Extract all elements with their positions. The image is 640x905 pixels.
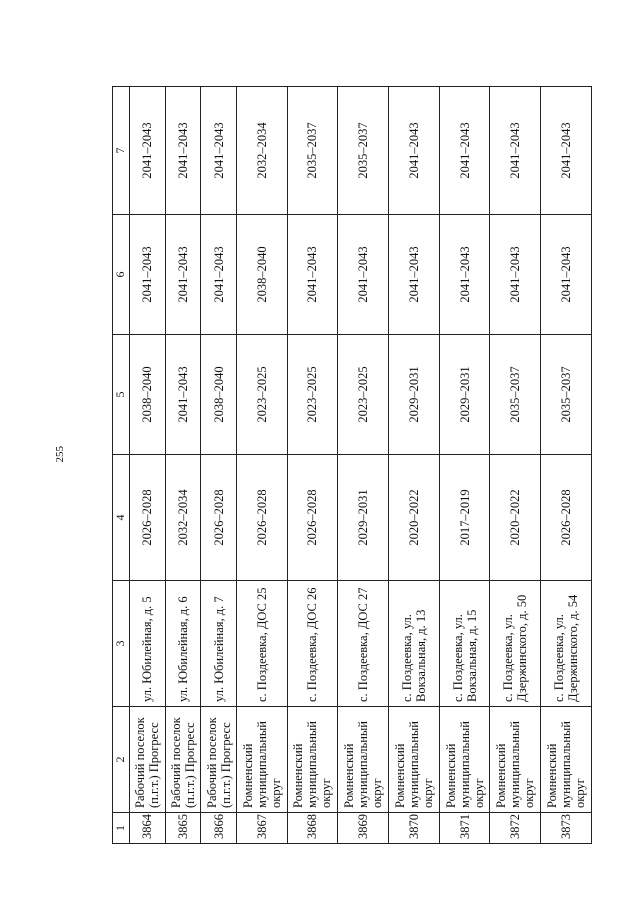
- period-col-7: 2041–2043: [130, 87, 166, 215]
- table-row: [130, 87, 166, 844]
- col-municipality-header: 2: [113, 707, 130, 813]
- period-col-6: 2041–2043: [201, 215, 237, 335]
- table-row: [287, 87, 338, 844]
- row-number: 3868: [287, 813, 338, 844]
- period-col-5: 2038–2040: [130, 335, 166, 455]
- address: с. Поздеевка, ДОС 27: [338, 581, 389, 707]
- municipality: Рабочий поселок (п.г.т.) Прогресс: [130, 707, 166, 813]
- table-row: [541, 87, 592, 844]
- municipality: Ромненский муниципальный округ: [388, 707, 439, 813]
- period-col-4: 2026–2028: [201, 455, 237, 581]
- period-col-7: 2041–2043: [490, 87, 541, 215]
- row-number: 3871: [439, 813, 490, 844]
- period-col-7: 2035–2037: [338, 87, 389, 215]
- table-row: [201, 87, 237, 844]
- period-col-4: 2026–2028: [236, 455, 287, 581]
- period-col-6: 2041–2043: [165, 215, 201, 335]
- address: с. Поздеевка, ДОС 25: [236, 581, 287, 707]
- address: с. Поздеевка, ул. Дзержинского, д. 54: [541, 581, 592, 707]
- period-col-5: 2038–2040: [201, 335, 237, 455]
- page-number: 255: [54, 446, 66, 463]
- period-col-7: 2032–2034: [236, 87, 287, 215]
- col-number-header: 1: [113, 813, 130, 844]
- period-col-4: 2032–2034: [165, 455, 201, 581]
- table-row: [236, 87, 287, 844]
- table-row: [439, 87, 490, 844]
- table-header-row: [113, 87, 130, 844]
- address: с. Поздеевка, ул. Вокзальная, д. 15: [439, 581, 490, 707]
- period-col-4: 2017–2019: [439, 455, 490, 581]
- period-col-5: 2035–2037: [490, 335, 541, 455]
- period-col-4: 2020–2022: [388, 455, 439, 581]
- municipality: Ромненский муниципальный округ: [439, 707, 490, 813]
- period-col-7: 2035–2037: [287, 87, 338, 215]
- period-col-4: 2026–2028: [287, 455, 338, 581]
- municipality: Рабочий поселок (п.г.т.) Прогресс: [201, 707, 237, 813]
- period-col-6: 2041–2043: [388, 215, 439, 335]
- period-col-5: 2041–2043: [165, 335, 201, 455]
- period-col-6: 2041–2043: [338, 215, 389, 335]
- row-number: 3873: [541, 813, 592, 844]
- address: с. Поздеевка, ул. Вокзальная, д. 13: [388, 581, 439, 707]
- col-period-7-header: 7: [113, 87, 130, 215]
- period-col-4: 2026–2028: [541, 455, 592, 581]
- row-number: 3872: [490, 813, 541, 844]
- row-number: 3867: [236, 813, 287, 844]
- address: с. Поздеевка, ул. Дзержинского, д. 50: [490, 581, 541, 707]
- rotated-table-container: [112, 87, 592, 844]
- municipality: Ромненский муниципальный округ: [490, 707, 541, 813]
- period-col-6: 2041–2043: [130, 215, 166, 335]
- address: ул. Юбилейная, д. 6: [165, 581, 201, 707]
- address: ул. Юбилейная, д. 7: [201, 581, 237, 707]
- table-row: [388, 87, 439, 844]
- col-period-6-header: 6: [113, 215, 130, 335]
- address: с. Поздеевка, ДОС 26: [287, 581, 338, 707]
- municipality: Ромненский муниципальный округ: [338, 707, 389, 813]
- period-col-5: 2029–2031: [388, 335, 439, 455]
- table-row: [490, 87, 541, 844]
- period-col-7: 2041–2043: [388, 87, 439, 215]
- municipality: Ромненский муниципальный округ: [287, 707, 338, 813]
- row-number: 3864: [130, 813, 166, 844]
- address: ул. Юбилейная, д. 5: [130, 581, 166, 707]
- table-row: [165, 87, 201, 844]
- period-col-6: 2041–2043: [439, 215, 490, 335]
- period-col-4: 2029–2031: [338, 455, 389, 581]
- table-body: [113, 87, 592, 844]
- period-col-5: 2023–2025: [338, 335, 389, 455]
- col-address-header: 3: [113, 581, 130, 707]
- row-number: 3865: [165, 813, 201, 844]
- period-col-6: 2038–2040: [236, 215, 287, 335]
- row-number: 3869: [338, 813, 389, 844]
- period-col-6: 2041–2043: [490, 215, 541, 335]
- municipality: Ромненский муниципальный округ: [541, 707, 592, 813]
- period-col-5: 2029–2031: [439, 335, 490, 455]
- row-number: 3866: [201, 813, 237, 844]
- period-col-6: 2041–2043: [287, 215, 338, 335]
- period-col-6: 2041–2043: [541, 215, 592, 335]
- period-col-7: 2041–2043: [201, 87, 237, 215]
- period-col-7: 2041–2043: [165, 87, 201, 215]
- period-col-7: 2041–2043: [541, 87, 592, 215]
- municipality: Рабочий поселок (п.г.т.) Прогресс: [165, 707, 201, 813]
- housing-schedule-table: [112, 86, 592, 844]
- col-period-4-header: 4: [113, 455, 130, 581]
- row-number: 3870: [388, 813, 439, 844]
- period-col-5: 2023–2025: [236, 335, 287, 455]
- table-row: [338, 87, 389, 844]
- municipality: Ромненский муниципальный округ: [236, 707, 287, 813]
- col-period-5-header: 5: [113, 335, 130, 455]
- period-col-4: 2026–2028: [130, 455, 166, 581]
- period-col-5: 2023–2025: [287, 335, 338, 455]
- period-col-5: 2035–2037: [541, 335, 592, 455]
- period-col-4: 2020–2022: [490, 455, 541, 581]
- period-col-7: 2041–2043: [439, 87, 490, 215]
